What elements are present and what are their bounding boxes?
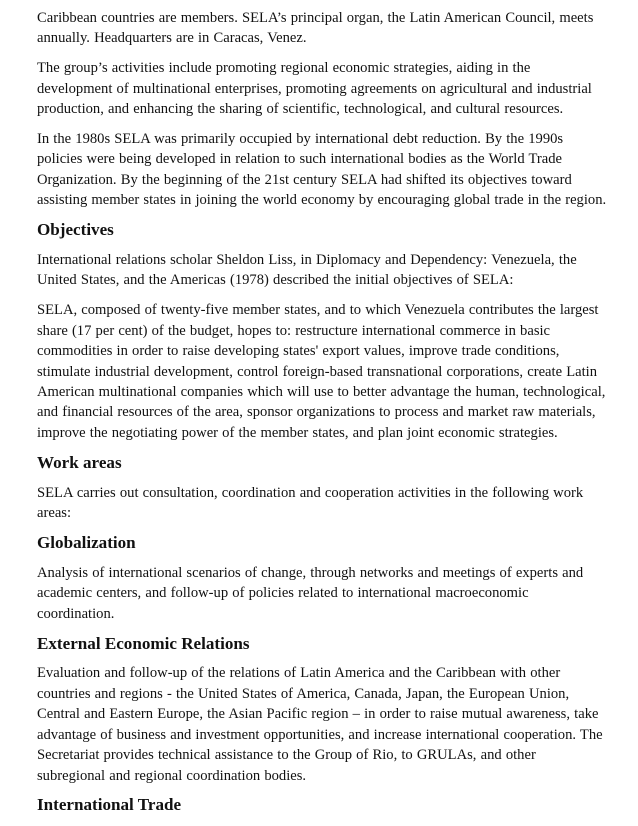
text-line: share (17 per cent) of the budget, hopes to: restructure international commerce in basic [37, 322, 551, 339]
text-line: SELA carries out consultation, coordination and cooperation activities in the following work [37, 484, 584, 501]
heading-external-economic-relations: External Economic Relations [37, 633, 250, 653]
text-line: Analysis of international scenarios of change, through networks and meetings of experts and [37, 564, 584, 581]
text-line: The group’s activities include promoting regional economic strategies, aiding in the [37, 60, 531, 77]
heading-international-trade: International Trade [37, 795, 182, 815]
paragraph-external-economic-relations [37, 663, 605, 785]
text-line: Evaluation and follow-up of the relations of Latin America and the Caribbean with other [37, 665, 561, 682]
text-line: improve the negotiating power of the member states, and plan joint economic strategies. [37, 424, 558, 441]
text-line: policies were being developed in relation to such international bodies as the World Trade [37, 151, 563, 168]
document-page [37, 8, 605, 825]
paragraph-history [37, 129, 605, 211]
text-line: United States, and the Americas (1978) described the initial objectives of SELA: [37, 272, 514, 289]
paragraph-work-areas [37, 483, 605, 524]
text-line: assisting member states in joining the world economy by encouraging global trade in the region. [37, 192, 607, 209]
text-line: In the 1980s SELA was primarily occupied by international debt reduction. By the 1990s [37, 131, 564, 148]
text-line: development of multinational enterprises, promoting agreements on agricultural and industrial [37, 80, 592, 97]
text-line: Organization. By the beginning of the 21st century SELA had shifted its objectives toward [37, 171, 572, 188]
text-line: Secretariat provides technical assistance to the Group of Rio, to GRULAs, and other [37, 747, 536, 764]
text-line: countries and regions - the United States of America, Canada, Japan, the European Union, [37, 685, 570, 702]
text-line: and financial resources of the area, sponsor organizations to process and market raw materials, [37, 404, 596, 421]
text-line: subregional and regional coordination bodies. [37, 767, 307, 784]
paragraph-liss-intro [37, 250, 605, 291]
heading-objectives: Objectives [37, 220, 114, 240]
text-line: academic centers, and follow-up of policies related to international macroeconomic [37, 585, 529, 602]
paragraph-sela-objectives [37, 300, 605, 443]
paragraph-sela-members [37, 8, 605, 49]
text-line: commodities in order to raise developing states' export values, improve trade conditions, [37, 343, 560, 360]
text-line: advantage of business and investment opportunities, and increase international cooperation. The [37, 726, 603, 743]
text-line: annually. Headquarters are in Caracas, Venez. [37, 30, 307, 47]
text-line: International relations scholar Sheldon Liss, in Diplomacy and Dependency: Venezuela, the [37, 252, 577, 269]
text-line: SELA, composed of twenty-five member states, and to which Venezuela contributes the largest [37, 302, 599, 319]
text-line: coordination. [37, 605, 115, 622]
paragraph-globalization [37, 563, 605, 624]
text-line: production, and enhancing the sharing of scientific, technological, and cultural resources. [37, 101, 564, 118]
heading-work-areas: Work areas [37, 452, 122, 472]
heading-globalization: Globalization [37, 532, 136, 552]
text-line: stimulate industrial development, control foreign-based transnational corporations, create Latin [37, 363, 598, 380]
text-line: Central and Eastern Europe, the Asian Pacific region – in order to raise mutual awareness, take [37, 706, 599, 723]
text-line: areas: [37, 505, 72, 522]
text-line: Caribbean countries are members. SELA’s principal organ, the Latin American Council, meets [37, 10, 594, 26]
text-line: American multinational companies which will use to better advantage the human, technological, [37, 384, 606, 400]
paragraph-group-activities [37, 58, 605, 119]
